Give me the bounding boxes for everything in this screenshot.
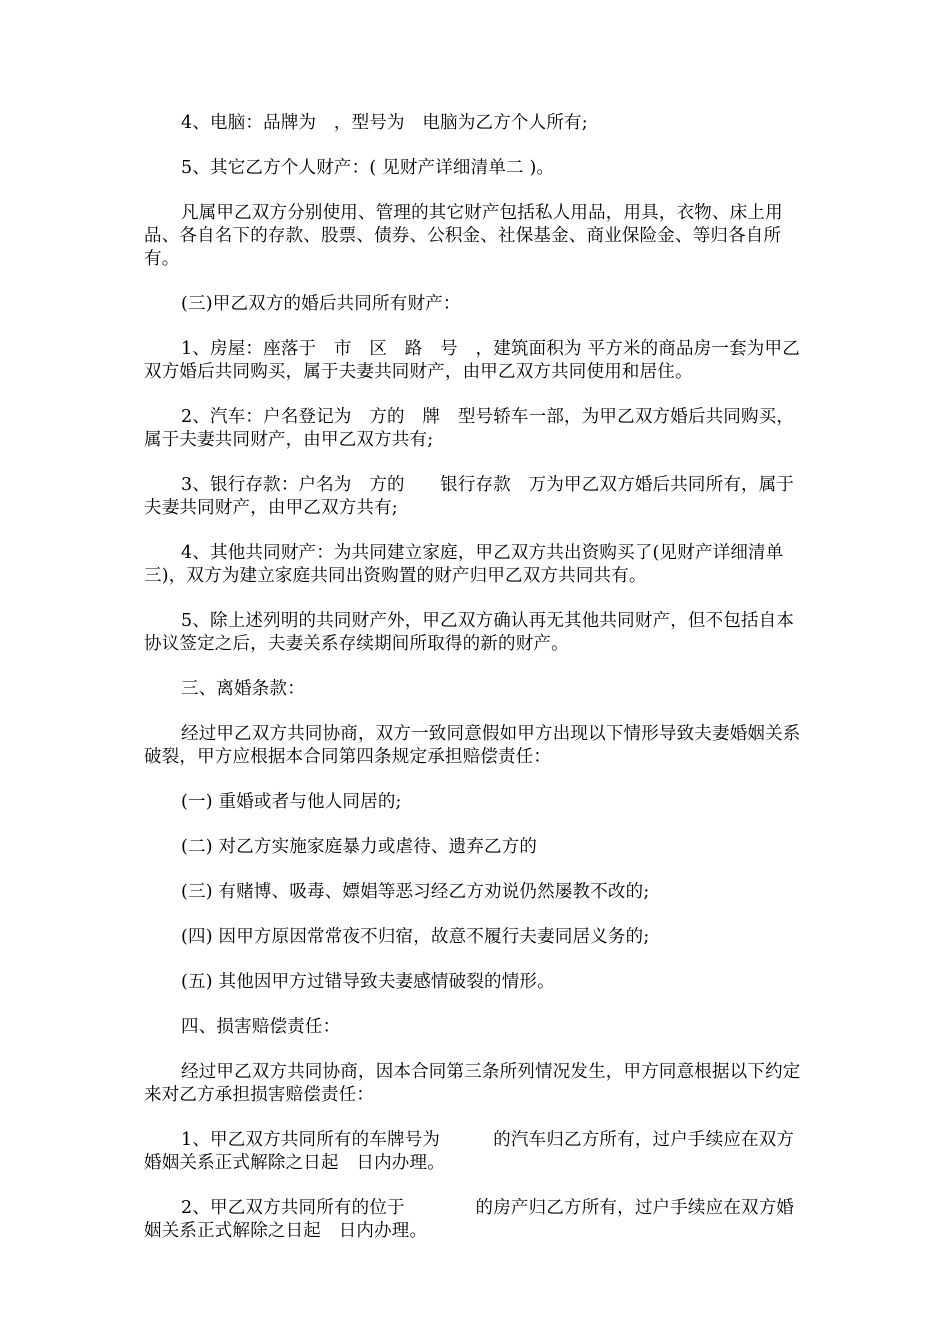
joint-item-exclusion: 5、除上述列明的共同财产外，甲乙双方确认再无其他共同财产，但不包括自本协议签定之后，夫妻关系存续期间所取得的新的财产。 <box>144 611 795 654</box>
divorce-condition-1: (一) 重婚或者与他人同居的; <box>181 792 402 812</box>
joint-item-house: 1、房屋：座落于 市 区 路 号 ，建筑面积为 平方米的商品房一套为甲乙双方婚后共同购买，属于夫妻共同财产，由甲乙双方共同使用和居住。 <box>144 339 800 382</box>
item-computer: 4、电脑：品牌为 ，型号为 电脑为乙方个人所有; <box>181 113 588 133</box>
section-heading-joint-property: (三)甲乙双方的婚后共同所有财产： <box>181 294 461 314</box>
divorce-terms-intro: 经过甲乙双方共同协商，双方一致同意假如甲方出现以下情形导致夫妻婚姻关系破裂，甲方应根据本合同第四条规定承担赔偿责任： <box>144 724 801 767</box>
damages-intro: 经过甲乙双方共同协商，因本合同第三条所列情况发生，甲方同意根据以下约定来对乙方承担损害赔偿责任： <box>144 1062 801 1105</box>
divorce-condition-5: (五) 其他因甲方过错导致夫妻感情破裂的情形。 <box>181 972 555 992</box>
damages-item-car: 1、甲乙双方共同所有的车牌号为 的汽车归乙方所有，过户手续应在双方婚姻关系正式解除之日起 日内办理。 <box>144 1130 795 1173</box>
joint-item-bank-deposit: 3、银行存款：户名为 方的 银行存款 万为甲乙双方婚后共同所有，属于夫妻共同财产，由甲乙双方共有; <box>144 475 795 518</box>
joint-item-car: 2、汽车：户名登记为 方的 牌 型号轿车一部，为甲乙双方婚后共同购买，属于夫妻共同财产，由甲乙双方共有; <box>144 407 795 450</box>
separate-use-property-clause: 凡属甲乙双方分别使用、管理的其它财产包括私人用品，用具，衣物、床上用品、各自名下的存款、股票、债券、公积金、社保基金、商业保险金、等归各自所有。 <box>144 203 783 269</box>
divorce-condition-3: (三) 有赌博、吸毒、嫖娼等恶习经乙方劝说仍然屡教不改的; <box>181 882 650 902</box>
damages-item-house: 2、甲乙双方共同所有的位于 的房产归乙方所有，过户手续应在双方婚姻关系正式解除之日起 日内办理。 <box>144 1198 795 1241</box>
joint-item-other: 4、其他共同财产：为共同建立家庭，甲乙双方共出资购买了(见财产详细清单三)，双方为建立家庭共同出资购置的财产归甲乙双方共同共有。 <box>144 543 784 586</box>
document-page <box>144 112 806 1265</box>
item-other-personal-property: 5、其它乙方个人财产：( 见财产详细清单二 )。 <box>181 158 555 178</box>
section-heading-divorce-terms: 三、离婚条款： <box>181 679 305 699</box>
divorce-condition-4: (四) 因甲方原因常常夜不归宿，故意不履行夫妻同居义务的; <box>181 927 650 947</box>
divorce-condition-2: (二) 对乙方实施家庭暴力或虐待、遗弃乙方的 <box>181 837 538 857</box>
section-heading-damages: 四、损害赔偿责任： <box>181 1017 341 1037</box>
